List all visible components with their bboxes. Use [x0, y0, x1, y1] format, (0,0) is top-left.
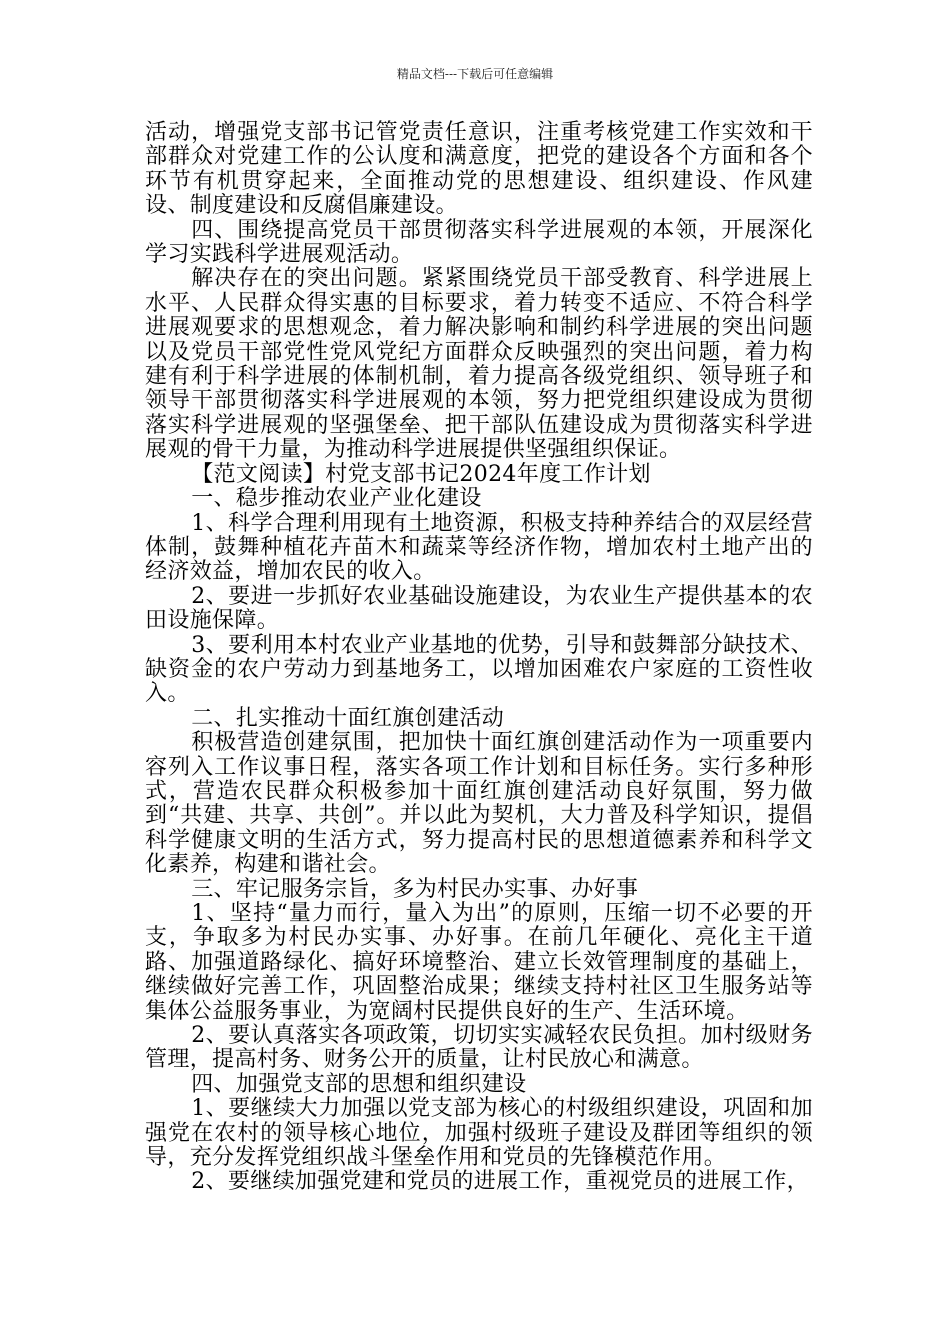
section-heading: 一、稳步推动农业产业化建设	[191, 486, 482, 512]
paragraph: 1、科学合理利用现有土地资源，积极支持种养结合的双层经营体制，鼓舞种植花卉苗木和蔬菜等经济作物，增加农村土地产出的经济效益，增加农民的收入。	[145, 510, 813, 585]
section-heading: 四、围绕提高党员干部贯彻落实科学进展观的本领，开展深化学习实践科学进展观活动。	[145, 217, 813, 268]
article-title: 【范文阅读】村党支部书记2024年度工作计划	[191, 461, 651, 487]
paragraph: 1、要继续大力加强以党支部为核心的村级组织建设，巩固和加强党在农村的领导核心地位，加强村级班子建设及群团等组织的领导，充分发挥党组织战斗堡垒作用和党员的先锋模范作用。	[145, 1096, 813, 1171]
paragraph: 2、要认真落实各项政策，切切实实减轻农民负担。加村级财务管理，提高村务、财务公开的质量，让村民放心和满意。	[145, 1023, 813, 1073]
section-heading: 二、扎实推动十面红旗创建活动	[191, 705, 505, 731]
paragraph: 解决存在的突出问题。紧紧围绕党员干部受教育、科学进展上水平、人民群众得实惠的目标要求，着力转变不适应、不符合科学进展观要求的思想观念，着力解决影响和制约科学进展的突出问题以及党员干部党性党风党纪方面群众反映强烈的突出问题，着力构建有利于科学进展的体制机制，着力提高各级党组织、领导班子和领导干部贯彻落实科学进展观的本领，努力把党组织建设成为贯彻落实科学进展观的坚强堡垒、把干部队伍建设成为贯彻落实科学进展观的骨干力量，为推动科学进展提供坚强组织保证。	[145, 266, 813, 463]
page-header: 精品文档---下载后可任意编辑	[396, 67, 554, 81]
paragraph: 1、坚持“量力而行，量入为出”的原则，压缩一切不必要的开支，争取多为村民办实事、办好事。在前几年硬化、亮化主干道路、加强道路绿化、搞好环境整治、建立长效管理制度的基础上，继续做好完善工作，巩固整治成果；继续支持村社区卫生服务站等集体公益服务事业，为宽阔村民提供良好的生产、生活环境。	[145, 901, 813, 1024]
paragraph: 3、要利用本村农业产业基地的优势，引导和鼓舞部分缺技术、缺资金的农户劳动力到基地务工，以增加困难农户家庭的工资性收入。	[145, 632, 813, 707]
section-heading: 四、加强党支部的思想和组织建设	[191, 1071, 527, 1097]
paragraph: 活动，增强党支部书记管党责任意识，注重考核党建工作实效和干部群众对党建工作的公认度和满意度，把党的建设各个方面和各个环节有机贯穿起来，全面推动党的思想建设、组织建设、作风建设、制度建设和反腐倡廉建设。	[145, 120, 813, 219]
paragraph: 2、要进一步抓好农业基础设施建设，为农业生产提供基本的农田设施保障。	[145, 583, 813, 634]
document-body	[145, 121, 813, 1195]
paragraph: 积极营造创建氛围，把加快十面红旗创建活动作为一项重要内容列入工作议事日程，落实各项工作计划和目标任务。实行多种形式，营造农民群众积极参加十面红旗创建活动良好氛围，努力做到“共建、共享、共创”。并以此为契机，大力普及科学知识，提倡科学健康文明的生活方式，努力提高村民的思想道德素养和科学文化素养，构建和谐社会。	[145, 730, 813, 878]
section-heading: 三、牢记服务宗旨，多为村民办实事、办好事	[191, 876, 639, 902]
paragraph: 2、要继续加强党建和党员的进展工作，重视党员的进展工作，	[191, 1169, 809, 1195]
